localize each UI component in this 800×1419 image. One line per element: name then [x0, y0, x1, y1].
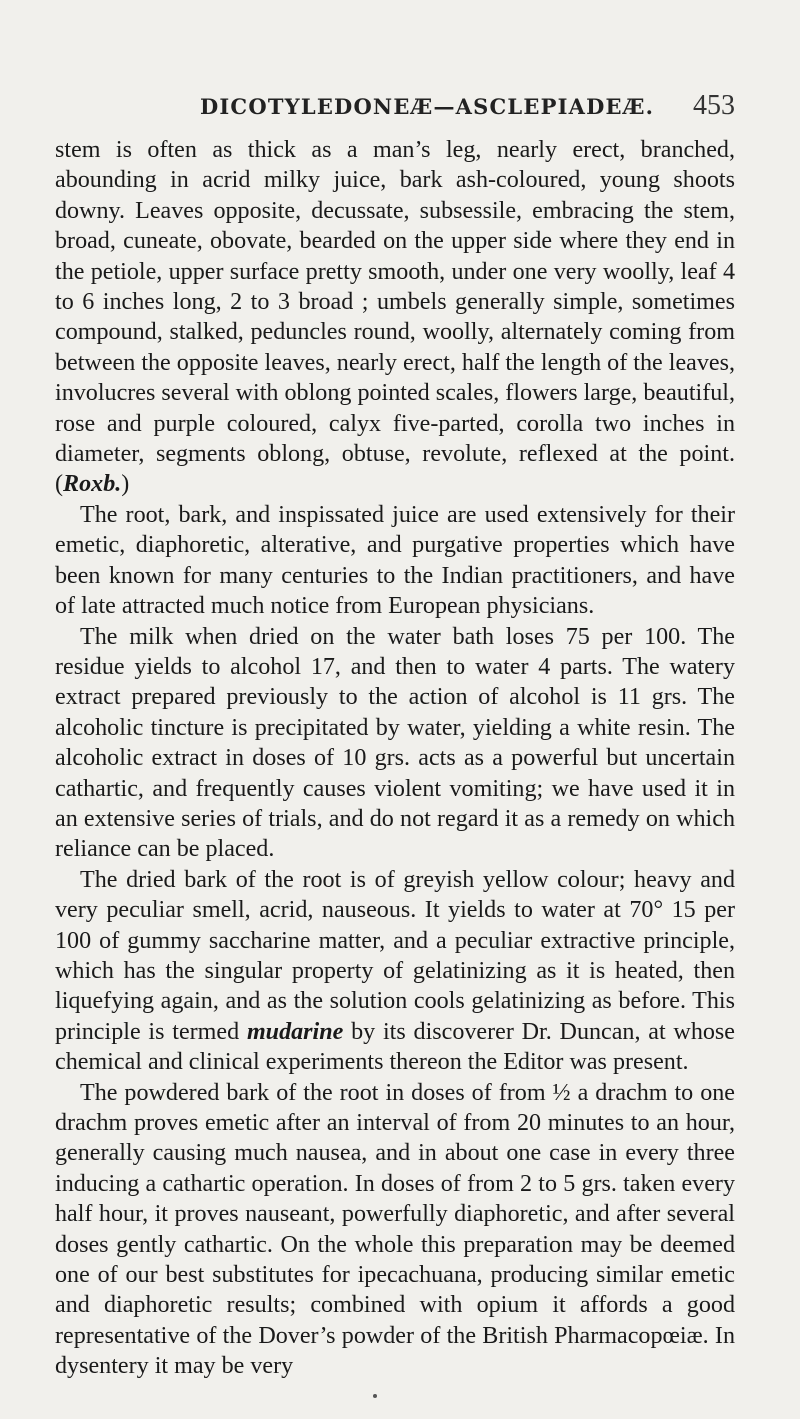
root-bark-text: The dried bark of the root is of greyish yellow colour; heavy and very peculiar smell, acrid, nauseous. It yields to water at 70° 15 per 100 of gummy saccharine matter, and a peculiar extractive principle, which has the singular property of gelatinizing as it is heated, then liquefying again, and as the solution cools gelatinizing as before. This principle is termed — [55, 866, 735, 1045]
running-header — [0, 86, 800, 126]
root-bark-text-continued: by its discoverer Dr. Duncan, at whose chemical and clinical experiments thereon the Editor was present. — [55, 1018, 735, 1076]
author-citation: Roxb. — [63, 471, 122, 498]
paragraph-medicinal-uses: The root, bark, and inspissated juice are used extensively for their emetic, diaphoretic, alterative, and purgative properties which have been known for many centuries to the Indian practitioners, and have of late attracted much notice from European physicians. — [55, 501, 735, 620]
body-text — [55, 135, 735, 1382]
running-title: DICOTYLEDONEÆ—ASCLEPIADEÆ. — [200, 94, 655, 119]
paragraph-powdered-bark: The powdered bark of the root in doses of from ½ a drachm to one drachm proves emetic after an interval of from 20 minutes to an hour, generally causing much nausea, and in about one case in every three inducing a cathartic operation. In doses of from 2 to 5 grs. taken every half hour, it proves nauseant, powerfully diaphoretic, and after several doses gently cathartic. On the whole this preparation may be deemed one of our best substitutes for ipecachuana, producing similar emetic and diaphoretic results; combined with opium it affords a good representative of the Dover’s powder of the British Pharmacopœiæ. In dysentery it may be very — [55, 1079, 735, 1380]
paragraph-root-bark — [55, 865, 735, 1078]
plant-description-text: stem is often as thick as a man’s leg, nearly erect, branched, abounding in acrid milky juice, bark ash-coloured, young shoots downy. Leaves opposite, decussate, subsessile, embracing the stem, broad, cuneate, obovate, bearded on the upper side where they end in the petiole, upper surface pretty smooth, under one very woolly, leaf 4 to 6 inches long, 2 to 3 broad ; umbels generally simple, sometimes compound, stalked, peduncles round, woolly, alternately coming from between the opposite leaves, nearly erect, half the length of the leaves, involucres several with oblong pointed scales, flowers large, beautiful, rose and purple coloured, calyx five-parted, corolla two inches in diameter, segments oblong, obtuse, revolute, reflexed at the point. ( — [55, 137, 736, 498]
mudarine-term: mudarine — [246, 1018, 344, 1045]
page-number: 453 — [693, 90, 735, 121]
citation-close: ) — [121, 471, 130, 498]
paragraph-milk-analysis: The milk when dried on the water bath loses 75 per 100. The residue yields to alcohol 17, and then to water 4 parts. The watery extract prepared previously to the action of alcohol is 11 grs. The alcoholic tincture is precipitated by water, yielding a white resin. The alcoholic extract in doses of 10 grs. acts as a powerful but uncertain cathartic, and frequently causes violent vomiting; we have used it in an extensive series of trials, and do not regard it as a remedy on which reliance can be placed. — [55, 623, 735, 863]
paragraph-plant-description — [55, 135, 735, 500]
ink-speck — [373, 1394, 377, 1398]
